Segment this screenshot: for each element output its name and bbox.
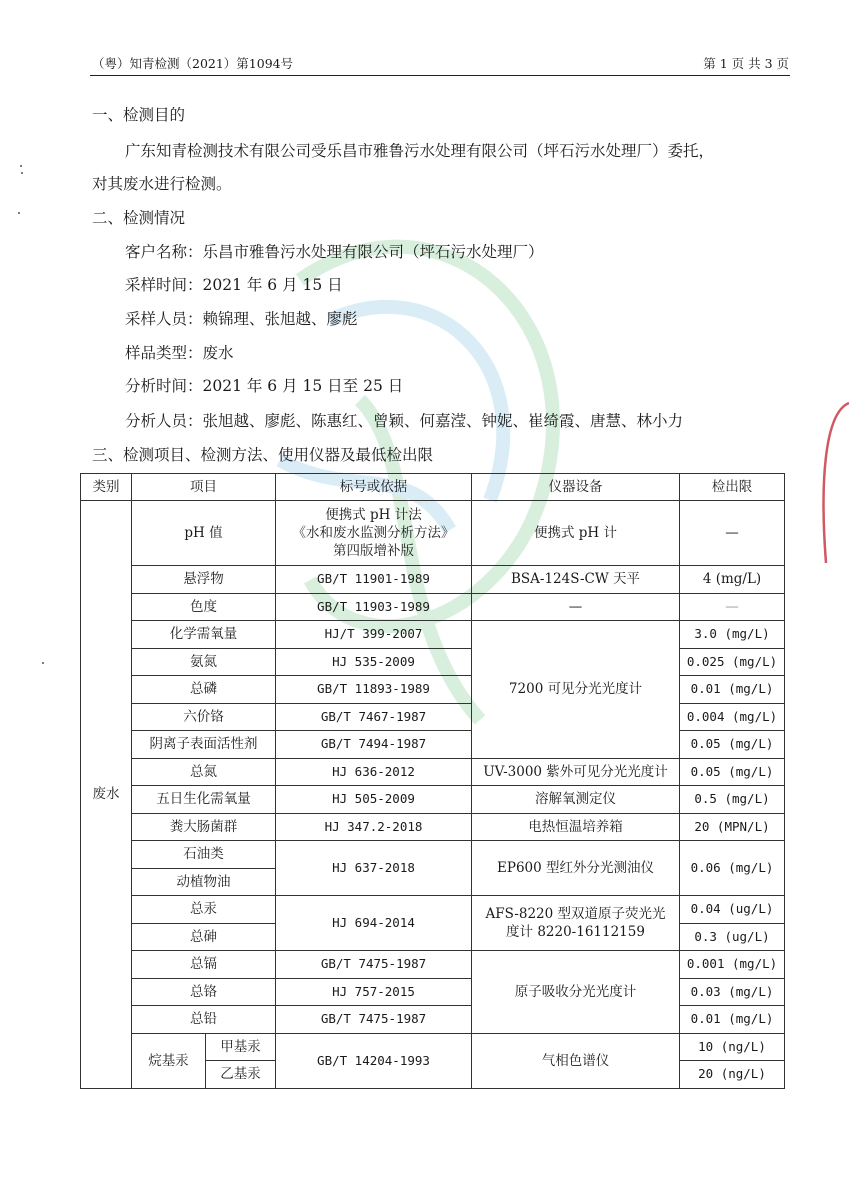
client-name: 客户名称：乐昌市雅鲁污水处理有限公司（坪石污水处理厂） <box>125 243 544 261</box>
table-row <box>81 841 785 869</box>
section-2-title: 二、检测情况 <box>92 209 186 227</box>
standard-cell: HJ 636-2012 <box>276 758 472 786</box>
table-row <box>81 978 785 1006</box>
limit-cell: 4 (mg/L) <box>680 566 785 594</box>
limit-cell: 0.04 (ug/L) <box>680 896 785 924</box>
item-cell: 总磷 <box>132 676 276 704</box>
instrument-cell-aas: 原子吸收分光光度计 <box>472 951 680 1034</box>
standard-cell-alkyl: GB/T 14204-1993 <box>276 1033 472 1088</box>
instrument-cell: — <box>472 593 680 621</box>
item-cell: 六价铬 <box>132 703 276 731</box>
table-header-row <box>81 474 785 501</box>
header-item: 项目 <box>132 474 276 501</box>
limit-cell: 0.05 (mg/L) <box>680 731 785 759</box>
item-cell: 化学需氧量 <box>132 621 276 649</box>
detection-methods-table <box>80 473 785 1089</box>
limit-cell: 3.0 (mg/L) <box>680 621 785 649</box>
instrument-cell-7200: 7200 可见分光光度计 <box>472 621 680 759</box>
sample-type: 样品类型：废水 <box>125 344 234 362</box>
instrument-line-2: 度计 8220-16112159 <box>506 924 645 940</box>
limit-cell: 0.025 (mg/L) <box>680 648 785 676</box>
alkyl-mercury-label: 烷基汞 <box>132 1033 206 1088</box>
limit-cell: 20 (MPN/L) <box>680 813 785 841</box>
table-row <box>81 1006 785 1034</box>
table-row <box>81 703 785 731</box>
table-row <box>81 1033 785 1061</box>
standard-cell: GB/T 7467-1987 <box>276 703 472 731</box>
item-cell: 动植物油 <box>132 868 276 896</box>
ethyl-mercury-label: 乙基汞 <box>206 1061 276 1089</box>
table-row <box>81 593 785 621</box>
purpose-text-line-1: 广东知青检测技术有限公司受乐昌市雅鲁污水处理有限公司（坪石污水处理厂）委托， <box>125 142 715 160</box>
table-row <box>81 648 785 676</box>
instrument-cell-gc: 气相色谱仪 <box>472 1033 680 1088</box>
purpose-text-line-2: 对其废水进行检测。 <box>92 175 232 193</box>
instrument-cell-oil: EP600 型红外分光测油仪 <box>472 841 680 896</box>
analysis-time: 分析时间：2021 年 6 月 15 日至 25 日 <box>125 377 404 395</box>
standard-cell: GB/T 7475-1987 <box>276 1006 472 1034</box>
table-row <box>81 951 785 979</box>
standard-cell <box>276 501 472 566</box>
page-header <box>92 52 789 74</box>
instrument-cell-afs <box>472 896 680 951</box>
standard-cell-afs: HJ 694-2014 <box>276 896 472 951</box>
limit-cell-oil: 0.06 (mg/L) <box>680 841 785 896</box>
instrument-cell: 溶解氧测定仪 <box>472 786 680 814</box>
item-cell: 氨氮 <box>132 648 276 676</box>
header-divider <box>90 75 790 76</box>
standard-cell: GB/T 7494-1987 <box>276 731 472 759</box>
methyl-mercury-label: 甲基汞 <box>206 1033 276 1061</box>
item-cell: 石油类 <box>132 841 276 869</box>
analysis-staff: 分析人员：张旭越、廖彪、陈惠红、曾颖、何嘉滢、钟妮、崔绮霞、唐慧、林小力 <box>125 412 684 430</box>
table-row <box>81 566 785 594</box>
instrument-line-1: AFS-8220 型双道原子荧光光 <box>485 906 666 922</box>
standard-cell: HJ 505-2009 <box>276 786 472 814</box>
report-number: （粤）知青检测（2021）第1094号 <box>92 56 294 71</box>
header-category: 类别 <box>81 474 132 501</box>
limit-cell <box>680 593 785 621</box>
standard-line-3: 第四版增补版 <box>333 543 414 559</box>
standard-line-2: 《水和废水监测分析方法》 <box>292 525 455 541</box>
sampling-staff: 采样人员：赖锦理、张旭越、廖彪 <box>125 310 358 328</box>
limit-cell: 0.01 (mg/L) <box>680 676 785 704</box>
table-row <box>81 813 785 841</box>
standard-cell: GB/T 11903-1989 <box>276 593 472 621</box>
standard-cell: HJ/T 399-2007 <box>276 621 472 649</box>
limit-cell: — <box>680 501 785 566</box>
standard-cell: HJ 757-2015 <box>276 978 472 1006</box>
item-cell: pH 值 <box>132 501 276 566</box>
section-3-title: 三、检测项目、检测方法、使用仪器及最低检出限 <box>92 446 434 464</box>
partial-seal-stamp <box>818 395 849 570</box>
item-cell: 总铬 <box>132 978 276 1006</box>
item-cell: 总铅 <box>132 1006 276 1034</box>
instrument-cell: 便携式 pH 计 <box>472 501 680 566</box>
limit-cell: 20 (ng/L) <box>680 1061 785 1089</box>
item-cell: 粪大肠菌群 <box>132 813 276 841</box>
limit-cell: 0.5 (mg/L) <box>680 786 785 814</box>
standard-line-1: 便携式 pH 计法 <box>325 507 422 523</box>
limit-cell: 0.05 (mg/L) <box>680 758 785 786</box>
table-row <box>81 786 785 814</box>
item-cell: 总汞 <box>132 896 276 924</box>
item-cell: 五日生化需氧量 <box>132 786 276 814</box>
sampling-time: 采样时间：2021 年 6 月 15 日 <box>125 276 343 294</box>
header-limit: 检出限 <box>680 474 785 501</box>
table-row <box>81 758 785 786</box>
standard-cell-oil: HJ 637-2018 <box>276 841 472 896</box>
limit-cell: 10 (ng/L) <box>680 1033 785 1061</box>
limit-cell: 0.001 (mg/L) <box>680 951 785 979</box>
table-row <box>81 501 785 566</box>
item-cell: 总砷 <box>132 923 276 951</box>
limit-cell: 0.004 (mg/L) <box>680 703 785 731</box>
item-cell: 总氮 <box>132 758 276 786</box>
limit-cell: 0.01 (mg/L) <box>680 1006 785 1034</box>
standard-cell: HJ 535-2009 <box>276 648 472 676</box>
instrument-cell: BSA-124S-CW 天平 <box>472 566 680 594</box>
limit-dash: — <box>725 598 739 615</box>
item-cell: 阴离子表面活性剂 <box>132 731 276 759</box>
item-cell: 悬浮物 <box>132 566 276 594</box>
item-cell: 总镉 <box>132 951 276 979</box>
limit-cell: 0.3 (ug/L) <box>680 923 785 951</box>
table-row <box>81 676 785 704</box>
table-row <box>81 896 785 924</box>
header-standard: 标号或依据 <box>276 474 472 501</box>
table-row <box>81 731 785 759</box>
category-cell: 废水 <box>81 501 132 1089</box>
header-instrument: 仪器设备 <box>472 474 680 501</box>
limit-cell: 0.03 (mg/L) <box>680 978 785 1006</box>
item-cell: 色度 <box>132 593 276 621</box>
standard-cell: GB/T 7475-1987 <box>276 951 472 979</box>
instrument-cell: UV-3000 紫外可见分光光度计 <box>472 758 680 786</box>
standard-cell: HJ 347.2-2018 <box>276 813 472 841</box>
section-1-title: 一、检测目的 <box>92 106 186 124</box>
standard-cell: GB/T 11901-1989 <box>276 566 472 594</box>
page-number: 第 1 页 共 3 页 <box>703 56 789 71</box>
table-row <box>81 621 785 649</box>
standard-cell: GB/T 11893-1989 <box>276 676 472 704</box>
instrument-cell: 电热恒温培养箱 <box>472 813 680 841</box>
